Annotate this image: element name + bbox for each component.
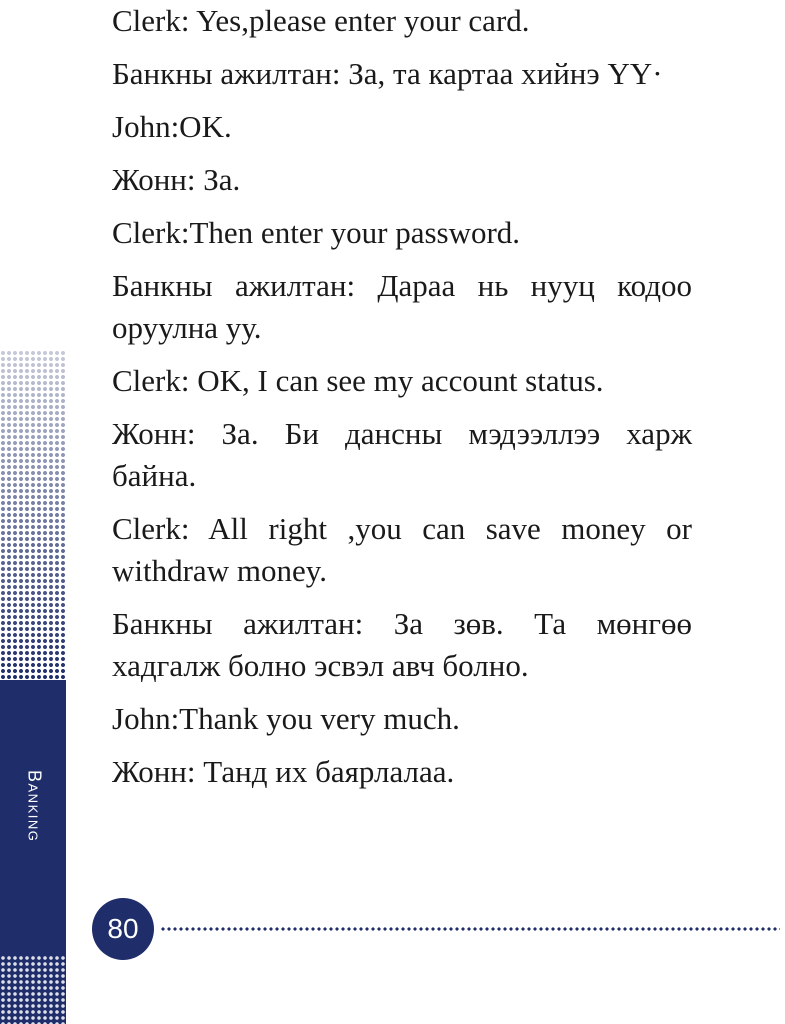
dialogue-line: Банкны ажилтан: За зөв. Та мөнгөө хадгалж болно эсвэл авч болно. [112, 606, 692, 683]
halftone-decoration [0, 350, 66, 680]
section-tab [14, 770, 54, 870]
dialogue-line: Жонн: За. [112, 162, 241, 197]
dialogue-line: Clerk: OK, I can see my account status. [112, 363, 604, 398]
dialogue-line: Банкны ажилтан: За, та картаа хийнэ ҮҮ· [112, 56, 663, 91]
dialogue-line: Банкны ажилтан: Дараа нь нууц кодоо оруулна уу. [112, 268, 692, 345]
page-number: 80 [107, 913, 139, 944]
dialogue-line: Clerk:Then enter your password. [112, 215, 521, 250]
page-number-badge [92, 898, 154, 960]
dialogue-line: Clerk: Yes,please enter your card. [112, 3, 530, 38]
dialogue-line: Жонн: Танд их баярлалаа. [112, 754, 455, 789]
dialogue-text [112, 0, 692, 804]
halftone-bottom-decoration [0, 955, 66, 1024]
dialogue-line: Жонн: За. Би дансны мэдээллээ харж байна. [112, 416, 692, 493]
footer-dotted-rule [160, 927, 780, 931]
dialogue-line: John:Thank you very much. [112, 701, 460, 736]
section-label: Banking [24, 770, 45, 843]
dialogue-line: Clerk: All right ,you can save money or withdraw money. [112, 511, 692, 588]
dialogue-line: John:OK. [112, 109, 232, 144]
